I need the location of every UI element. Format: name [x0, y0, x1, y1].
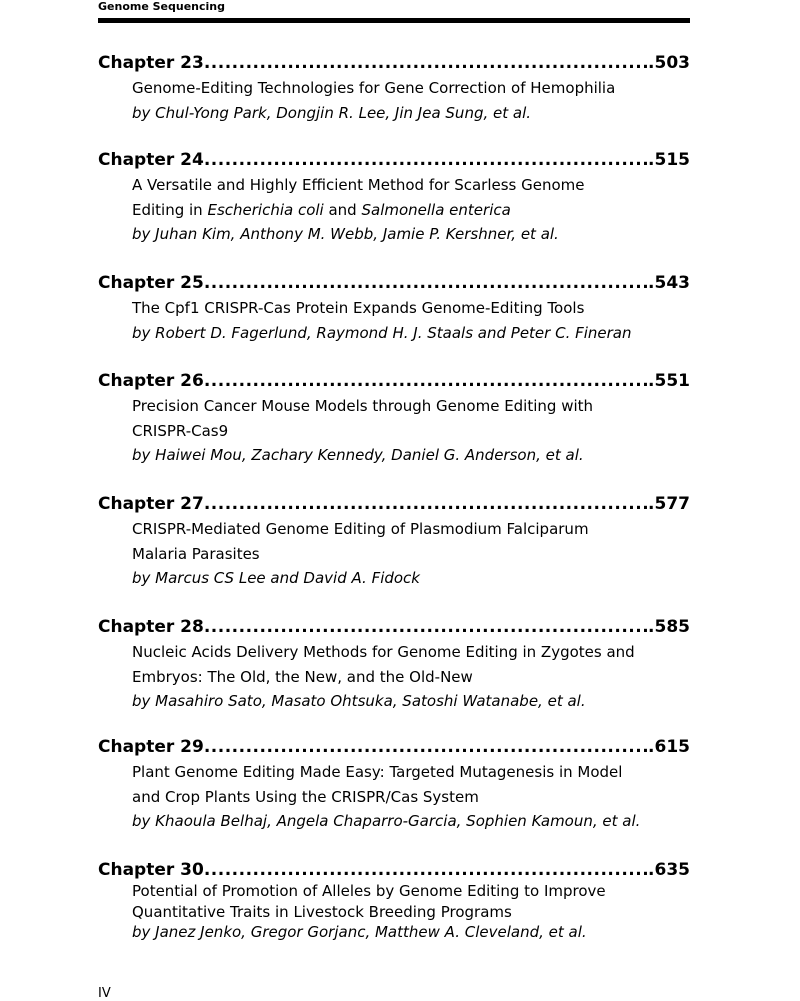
dot-leader: [204, 270, 648, 296]
chapter-label: Chapter 27: [98, 494, 204, 514]
page-number: .577: [648, 494, 690, 514]
chapter-authors: by Janez Jenko, Gregor Gorjanc, Matthew A. Cleveland, et al.: [132, 923, 587, 941]
chapter-heading[interactable]: [98, 368, 690, 394]
chapter-label: Chapter 28: [98, 617, 204, 637]
toc-entry-chapter-28[interactable]: [98, 614, 690, 714]
chapter-heading[interactable]: [98, 859, 690, 881]
chapter-label: Chapter 26: [98, 371, 204, 391]
chapter-title: A Versatile and Highly Efficient Method for Scarless Genome: [132, 176, 585, 194]
page-number: .543: [648, 273, 690, 293]
toc-entry-chapter-27[interactable]: [98, 491, 690, 591]
chapter-heading[interactable]: [98, 147, 690, 173]
chapter-authors: by Marcus CS Lee and David A. Fidock: [132, 569, 420, 587]
chapter-title: Potential of Promotion of Alleles by Genome Editing to Improve: [132, 882, 606, 900]
dot-leader: [204, 491, 648, 517]
chapter-title: Nucleic Acids Delivery Methods for Genome Editing in Zygotes and: [132, 643, 635, 661]
header-rule: [98, 18, 690, 23]
chapter-title-line-2: Embryos: The Old, the New, and the Old-New: [132, 667, 473, 686]
chapter-title-line-2: CRISPR-Cas9: [132, 421, 229, 440]
chapter-authors: by Haiwei Mou, Zachary Kennedy, Daniel G. Anderson, et al.: [132, 446, 584, 464]
toc-entry-chapter-26[interactable]: [98, 368, 690, 468]
chapter-authors: by Juhan Kim, Anthony M. Webb, Jamie P. Kershner, et al.: [132, 225, 559, 243]
page-number: .515: [648, 150, 690, 170]
running-head: Genome Sequencing: [98, 0, 226, 13]
chapter-label: Chapter 30: [98, 860, 204, 880]
species-name: Escherichia coli: [207, 200, 324, 219]
chapter-title-line-2: Malaria Parasites: [132, 544, 260, 563]
chapter-title-line-2: Quantitative Traits in Livestock Breeding Programs: [132, 902, 512, 921]
chapter-label: Chapter 25: [98, 273, 204, 293]
chapter-authors: by Khaoula Belhaj, Angela Chaparro-Garcia, Sophien Kamoun, et al.: [132, 812, 641, 830]
dot-leader: [204, 368, 648, 394]
page-number: .503: [648, 53, 690, 73]
chapter-label: Chapter 24: [98, 150, 204, 170]
chapter-title: The Cpf1 CRISPR-Cas Protein Expands Genome-Editing Tools: [132, 299, 585, 317]
dot-leader: [204, 50, 648, 76]
dot-leader: [204, 859, 648, 881]
chapter-title: Precision Cancer Mouse Models through Genome Editing with: [132, 397, 594, 415]
page-number: .635: [648, 860, 690, 880]
chapter-title-line-2: and Crop Plants Using the CRISPR/Cas System: [132, 787, 479, 806]
toc-entry-chapter-29[interactable]: [98, 734, 690, 834]
page-folio: IV: [98, 986, 111, 1001]
page-number: .551: [648, 371, 690, 391]
toc-entry-chapter-30[interactable]: [98, 859, 690, 943]
chapter-title-line-2: [132, 198, 690, 223]
chapter-title: CRISPR-Mediated Genome Editing of Plasmodium Falciparum: [132, 520, 589, 538]
toc-entry-chapter-24[interactable]: [98, 147, 690, 247]
dot-leader: [204, 147, 648, 173]
chapter-authors: by Masahiro Sato, Masato Ohtsuka, Satoshi Watanabe, et al.: [132, 692, 586, 710]
chapter-label: Chapter 29: [98, 737, 204, 757]
chapter-title: Genome-Editing Technologies for Gene Correction of Hemophilia: [132, 79, 616, 97]
chapter-label: Chapter 23: [98, 53, 204, 73]
chapter-heading[interactable]: [98, 614, 690, 640]
toc-entry-chapter-23[interactable]: [98, 50, 690, 125]
title-text: and: [323, 200, 362, 219]
dot-leader: [204, 614, 648, 640]
page-number: .585: [648, 617, 690, 637]
chapter-heading[interactable]: [98, 491, 690, 517]
chapter-authors: by Robert D. Fagerlund, Raymond H. J. Staals and Peter C. Fineran: [132, 323, 632, 342]
species-name: Salmonella enterica: [361, 200, 511, 219]
chapter-heading[interactable]: [98, 270, 690, 296]
toc-entry-chapter-25[interactable]: [98, 270, 690, 345]
chapter-title: Plant Genome Editing Made Easy: Targeted Mutagenesis in Model: [132, 763, 623, 781]
title-text: Editing in: [132, 200, 208, 219]
chapter-heading[interactable]: [98, 734, 690, 760]
chapter-heading[interactable]: [98, 50, 690, 76]
page-number: .615: [648, 737, 690, 757]
dot-leader: [204, 734, 648, 760]
chapter-authors: by Chul-Yong Park, Dongjin R. Lee, Jin Jea Sung, et al.: [132, 103, 532, 122]
